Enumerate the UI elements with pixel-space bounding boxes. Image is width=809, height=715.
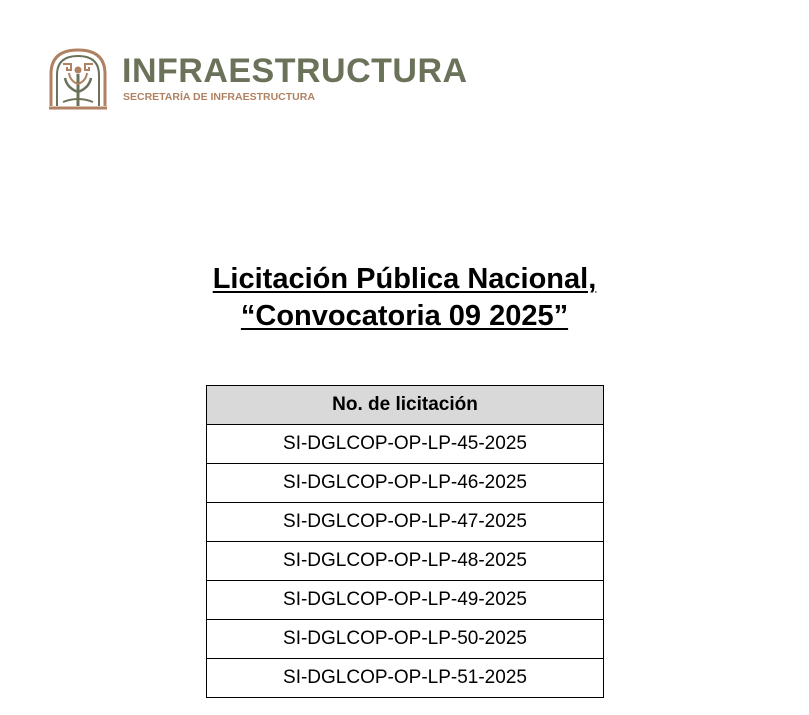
- table-row: [207, 503, 604, 542]
- tender-table: [206, 385, 604, 698]
- table-row: [207, 659, 604, 698]
- table-row: [207, 464, 604, 503]
- tender-number-cell: SI-DGLCOP-OP-LP-51-2025: [207, 659, 604, 698]
- logo-subtitle: SECRETARÍA DE INFRAESTRUCTURA: [123, 91, 315, 103]
- tender-number-cell: SI-DGLCOP-OP-LP-45-2025: [207, 425, 604, 464]
- title-line-2: “Convocatoria 09 2025”: [240, 300, 569, 332]
- tender-number-cell: SI-DGLCOP-OP-LP-46-2025: [207, 464, 604, 503]
- table-row: [207, 581, 604, 620]
- secretaria-emblem-icon: [45, 44, 111, 114]
- logo-title: INFRAESTRUCTURA: [122, 52, 468, 90]
- table-row: [207, 425, 604, 464]
- document-title: [0, 261, 809, 335]
- tender-number-cell: SI-DGLCOP-OP-LP-48-2025: [207, 542, 604, 581]
- column-header-tender-number: No. de licitación: [207, 386, 604, 425]
- title-line-1: Licitación Pública Nacional,: [212, 263, 597, 295]
- table-header-row: [207, 386, 604, 425]
- secretaria-logo: [45, 44, 485, 116]
- tender-number-cell: SI-DGLCOP-OP-LP-47-2025: [207, 503, 604, 542]
- tender-number-cell: SI-DGLCOP-OP-LP-49-2025: [207, 581, 604, 620]
- tender-number-cell: SI-DGLCOP-OP-LP-50-2025: [207, 620, 604, 659]
- table-row: [207, 620, 604, 659]
- table-row: [207, 542, 604, 581]
